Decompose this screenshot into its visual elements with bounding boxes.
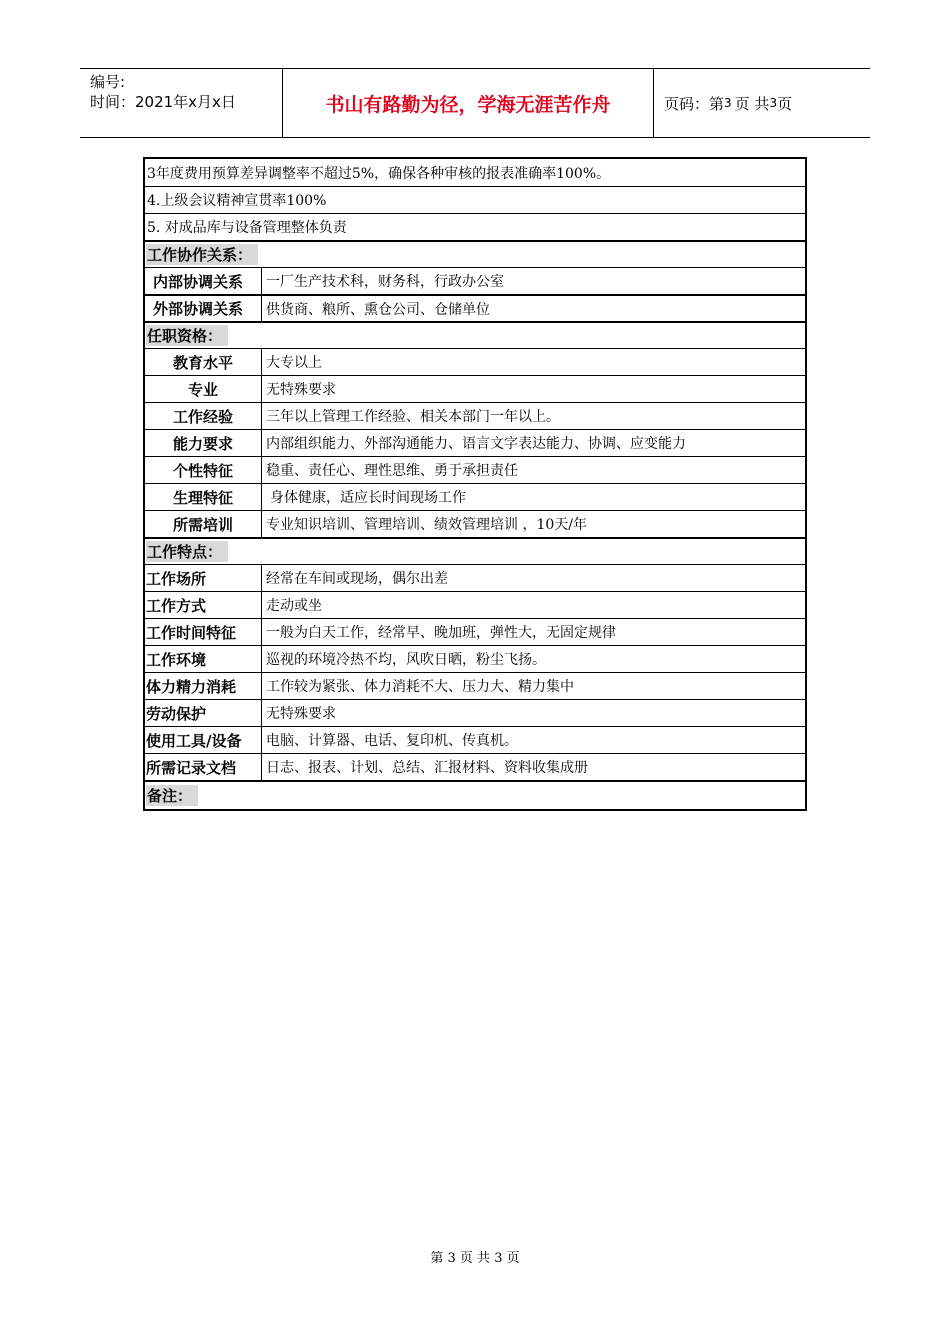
column-divider — [261, 754, 262, 780]
field-value: 电脑、计算器、电话、复印机、传真机。 — [266, 733, 518, 749]
field-label: 体力精力消耗 — [146, 677, 237, 696]
field-value: 无特殊要求 — [266, 382, 336, 398]
field-value: 稳重、责任心、理性思维、勇于承担责任 — [266, 463, 518, 479]
column-divider — [261, 646, 262, 672]
table-row — [143, 456, 807, 483]
field-value: 工作较为紧张、体力消耗不大、压力大、精力集中 — [266, 679, 574, 695]
field-value: 日志、报表、计划、总结、汇报材料、资料收集成册 — [266, 760, 588, 776]
table-row — [143, 186, 807, 213]
section-title: 工作协作关系： — [146, 244, 258, 265]
table-row — [143, 672, 807, 699]
table-row — [143, 483, 807, 510]
field-label: 能力要求 — [172, 434, 233, 453]
table-row — [143, 510, 807, 537]
field-label: 所需培训 — [172, 515, 233, 534]
field-value: 供货商、粮所、熏仓公司、仓储单位 — [266, 301, 490, 318]
field-label: 教育水平 — [172, 353, 233, 372]
field-label: 工作场所 — [146, 569, 207, 588]
column-divider — [261, 349, 262, 375]
page-footer: 第 3 页 共 3 页 — [430, 1251, 520, 1266]
header-left — [80, 69, 282, 137]
column-divider — [261, 430, 262, 456]
table-row — [143, 591, 807, 618]
job-description-table — [143, 157, 807, 811]
field-value: 三年以上管理工作经验、相关本部门一年以上。 — [266, 409, 560, 425]
field-value: 身体健康，适应长时间现场工作 — [270, 490, 466, 506]
field-label: 工作经验 — [172, 407, 233, 426]
header-page-info — [654, 69, 870, 137]
table-row — [143, 699, 807, 726]
column-divider — [261, 727, 262, 753]
table-row — [143, 402, 807, 429]
table-row — [143, 564, 807, 591]
table-row — [143, 213, 807, 240]
column-divider — [261, 403, 262, 429]
column-divider — [261, 457, 262, 483]
column-divider — [261, 673, 262, 699]
table-row — [143, 375, 807, 402]
field-value: 专业知识培训、管理培训、绩效管理培训 ，10天/年 — [266, 517, 587, 533]
page-header — [80, 68, 870, 138]
field-value: 一厂生产技术科，财务科，行政办公室 — [266, 274, 504, 290]
field-label: 工作时间特征 — [146, 623, 237, 642]
field-label: 所需记录文档 — [146, 758, 237, 777]
table-row — [143, 157, 807, 186]
column-divider — [261, 484, 262, 510]
column-divider — [261, 592, 262, 618]
section-header-remarks — [143, 780, 807, 811]
field-label: 生理特征 — [172, 488, 233, 507]
table-row — [143, 267, 807, 294]
page-label: 页码：第 — [664, 94, 725, 113]
field-label: 内部协调关系 — [153, 272, 244, 291]
field-value: 无特殊要求 — [266, 706, 336, 722]
field-label: 外部协调关系 — [153, 300, 244, 318]
table-row — [143, 753, 807, 780]
field-label: 劳动保护 — [146, 704, 207, 723]
section-title: 备注： — [146, 785, 198, 806]
column-divider — [261, 565, 262, 591]
field-value: 巡视的环境冷热不均，风吹日晒，粉尘飞扬。 — [266, 652, 546, 668]
section-header-qualifications — [143, 321, 807, 348]
field-value: 经常在车间或现场，偶尔出差 — [266, 571, 448, 587]
table-row — [143, 348, 807, 375]
field-label: 工作方式 — [146, 596, 207, 615]
column-divider — [261, 376, 262, 402]
document-time-label: 时间：2021年x月x日 — [90, 93, 236, 111]
column-divider — [261, 619, 262, 645]
field-value: 走动或坐 — [266, 598, 322, 614]
page-total: 3 — [769, 96, 778, 110]
page-mid: 页 共 — [734, 94, 770, 113]
table-row — [143, 429, 807, 456]
section-header-features — [143, 537, 807, 564]
field-value: 一般为白天工作，经常早、晚加班，弹性大，无固定规律 — [266, 625, 616, 641]
column-divider — [261, 511, 262, 537]
section-title: 任职资格： — [146, 325, 228, 346]
row-text: 5. 对成品库与设备管理整体负责 — [147, 220, 347, 236]
field-label: 工作环境 — [146, 650, 207, 669]
field-label: 专业 — [187, 380, 218, 399]
header-motto: 书山有路勤为径，学海无涯苦作舟 — [282, 69, 654, 137]
column-divider — [261, 268, 262, 294]
field-value: 大专以上 — [266, 355, 322, 371]
section-header-cooperation — [143, 240, 807, 267]
page-current: 3 — [724, 96, 732, 110]
table-row — [143, 618, 807, 645]
field-value: 内部组织能力、外部沟通能力、语言文字表达能力、协调、应变能力 — [266, 436, 686, 452]
column-divider — [261, 700, 262, 726]
table-row — [143, 294, 807, 321]
page-end: 页 — [777, 94, 793, 113]
field-label: 使用工具/设备 — [146, 731, 242, 750]
row-text: 3年度费用预算差异调整率不超过5%，确保各种审核的报表准确率100%。 — [147, 165, 611, 182]
row-text: 4.上级会议精神宣贯率100% — [147, 193, 327, 209]
document-number-label: 编号: — [90, 73, 126, 91]
field-label: 个性特征 — [172, 461, 233, 480]
column-divider — [261, 296, 262, 321]
table-row — [143, 726, 807, 753]
table-row — [143, 645, 807, 672]
section-title: 工作特点： — [146, 541, 228, 562]
